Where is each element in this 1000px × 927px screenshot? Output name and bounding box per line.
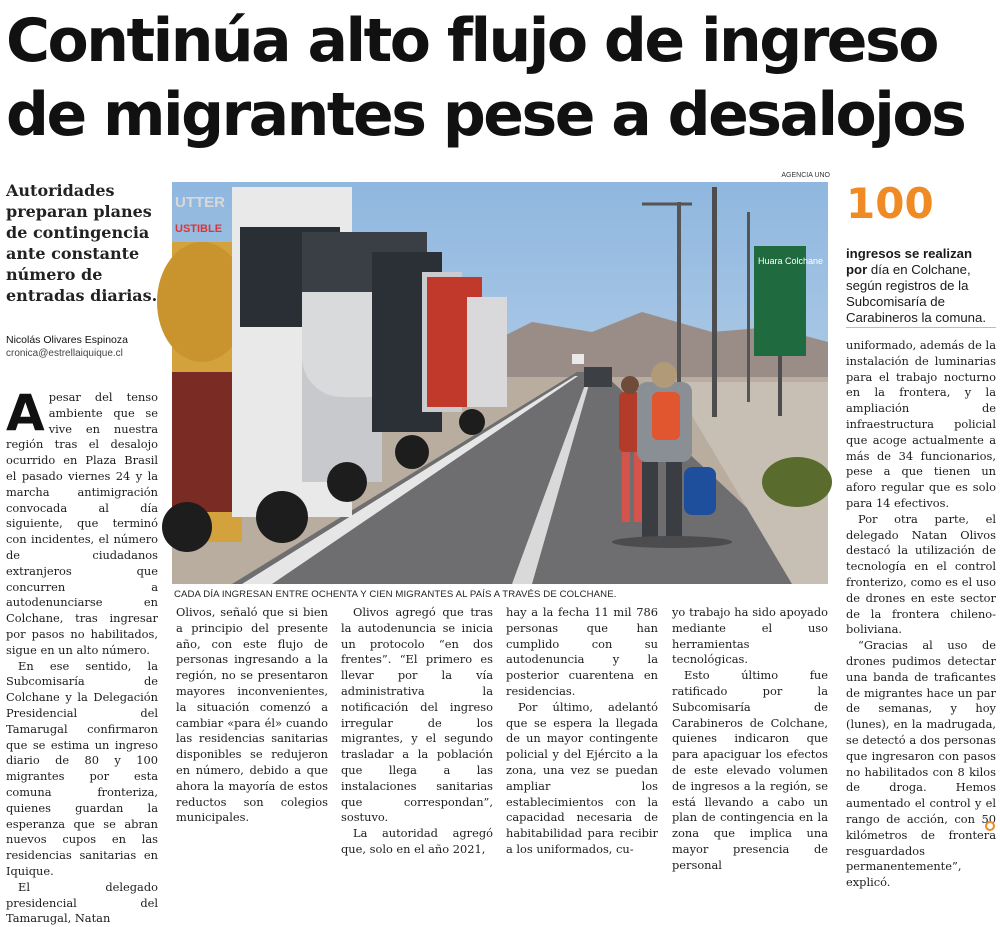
headline-line-1: Continúa alto flujo de ingreso	[6, 6, 937, 76]
stat-bold: ingresos se realizan por	[846, 246, 973, 277]
article-paragraph: El delegado presidencial del Tamarugal, Natan	[6, 879, 158, 926]
article-column-1	[6, 384, 158, 926]
stat-body: día en Colchane, según registros de la Subcomisaría de Carabineros la comuna.	[846, 262, 987, 325]
article-column-3	[341, 605, 493, 856]
article-column-5	[672, 605, 828, 872]
end-mark-icon	[985, 821, 995, 831]
byline-email: cronica@estrellaiquique.cl	[6, 348, 123, 359]
border-highway-illustration	[172, 182, 828, 584]
article-column-2	[176, 605, 328, 837]
byline-name: Nicolás Olivares Espinoza	[6, 334, 128, 346]
headline-line-2: de migrantes pese a desalojos	[6, 80, 965, 150]
divider	[846, 327, 996, 328]
article-paragraph: Esto último fue ratificado por la Subcomisaría de Carabineros de Colchane, quienes indicaron que para apaciguar los efectos de este elevado volumen de ingresos a la región, se está llevando a cabo un plan de contingencia en la zona que implica una mayor presencia de personal	[672, 668, 828, 872]
deck: Autoridades preparan planes de contingencia ante constante número de entradas diarias.	[6, 181, 158, 305]
article-column-6	[846, 338, 996, 890]
article-paragraph: La autoridad agregó que, solo en el año 2021,	[341, 826, 493, 856]
stat-description	[846, 246, 996, 326]
article-paragraph: Apesar del tenso ambiente que se vive en nuestra región tras el desalojo ocurrido en Plaza Brasil el pasado viernes 24 y la marcha antimigración convocada al día siguiente, que terminó con incidentes, el número de ciudadanos extranjeros que concurren a autodenunciarse en Colchane, tras ingresar por pasos no habilitados, sigue en un alto número.	[6, 384, 158, 657]
news-photo	[172, 182, 828, 584]
photo-credit: AGENCIA UNO	[781, 172, 830, 179]
article-paragraph: hay a la fecha 11 mil 786 personas que han cumplido con su autodenuncia y la posterior cuarentena en residencias.	[506, 605, 658, 698]
article-paragraph: Por otra parte, el delegado Natan Olivos destacó la utilización de tecnología en el control fronterizo, como es el uso de drones en este sector de la frontera chileno-boliviana.	[846, 511, 996, 637]
road-sign-text: Huara Colchane	[758, 256, 824, 266]
drop-cap: A	[6, 384, 45, 442]
truck-text-2: USTIBLE	[175, 223, 223, 235]
headline	[6, 4, 996, 152]
stat-number: 100	[846, 179, 934, 228]
article-paragraph: uniformado, además de la instalación de luminarias para el trabajo nocturno en la frontera, y la ampliación de infraestructura policial que acoge actualmente a más de 34 funcionarios, pese a que tienen un aforo regular que es solo para 14 efectivos.	[846, 338, 996, 510]
article-paragraph: “Gracias al uso de drones pudimos detectar una banda de traficantes de migrantes hace un par de semanas, y hoy (lunes), en la madrugada, se detectó a dos personas que ingresaron con pasos no habilitados con 8 kilos de droga. Hemos aumentado el control y el rango de acción, con 50 kilómetros de frontera resguardados permanentemente”, explicó.	[846, 638, 996, 890]
article-paragraph: Olivos, señaló que si bien a principio del presente año, con este flujo de personas ingresando a la región, no se presentaron mayores inconvenientes, la situación comenzó a cambiar «para él» cuando las residencias sanitarias disponibles se redujeron en número, debido a que ahora la mayoría de estos reductos son colegios municipales.	[176, 605, 328, 825]
article-paragraph: yo trabajo ha sido apoyado mediante el uso herramientas tecnológicas.	[672, 605, 828, 667]
photo-caption: CADA DÍA INGRESAN ENTRE OCHENTA Y CIEN MIGRANTES AL PAÍS A TRAVÉS DE COLCHANE.	[174, 589, 617, 600]
article-paragraph: En ese sentido, la Subcomisaría de Colchane y la Delegación Presidencial del Tamarugal confirmaron que se estima un ingreso diario de 80 y 100 migrantes por esta comuna fronteriza, quienes guardan la esperanza que se abran nuevos cupos en las residencias sanitarias en Iquique.	[6, 658, 158, 878]
article-column-4	[506, 605, 658, 856]
article-paragraph: Olivos agregó que tras la autodenuncia se inicia un protocolo “en dos frentes”. “El primero es llevar por la vía administrativa la notificación del ingreso irregular de los migrantes, y el segundo trasladar a la población que llega a las instalaciones sanitarias que correspondan”, sostuvo.	[341, 605, 493, 825]
truck-text: UTTER	[175, 194, 225, 211]
article-paragraph: Por último, adelantó que se espera la llegada de un mayor contingente policial y del Ejército a la zona, una vez se puedan ampliar los establecimientos con la capacidad necesaria de habitabilidad para recibir a los uniformados, cu-	[506, 699, 658, 856]
